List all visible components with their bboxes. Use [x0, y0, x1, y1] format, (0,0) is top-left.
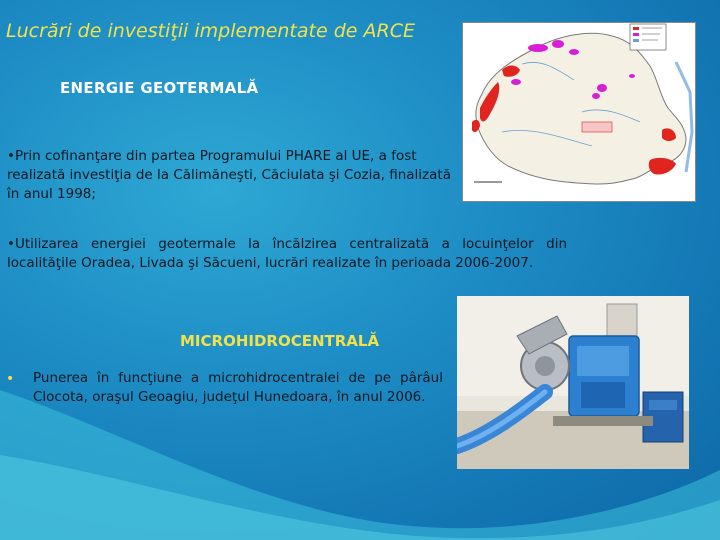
geothermal-heading: ENERGIE GEOTERMALĂ — [60, 79, 259, 97]
microhydro-paragraph: Punerea în funcţiune a microhidrocentralei de pe pârâul Clocota, oraşul Geoagiu, judeţul Hunedoara, în anul 2006. — [33, 370, 443, 405]
microhydro-heading: MICROHIDROCENTRALĂ — [180, 332, 380, 350]
romania-geothermal-map — [462, 22, 696, 202]
microhydro-bullet: • — [6, 371, 15, 387]
geothermal-paragraph-2: •Utilizarea energiei geotermale la încălzirea centralizată a locuinţelor din localităţile Oradea, Livada şi Săcueni, lucrări realizate în perioada 2006-2007. — [7, 236, 567, 271]
microhydro-equipment-photo — [457, 296, 689, 469]
slide-title: Lucrări de investiţii implementate de ARCE — [6, 20, 415, 42]
geothermal-paragraph-1: •Prin cofinanţare din partea Programului PHARE al UE, a fost realizată investiţia de la Călimăneşti, Căciulata şi Cozia, finalizată în anul 1998; — [7, 148, 451, 202]
